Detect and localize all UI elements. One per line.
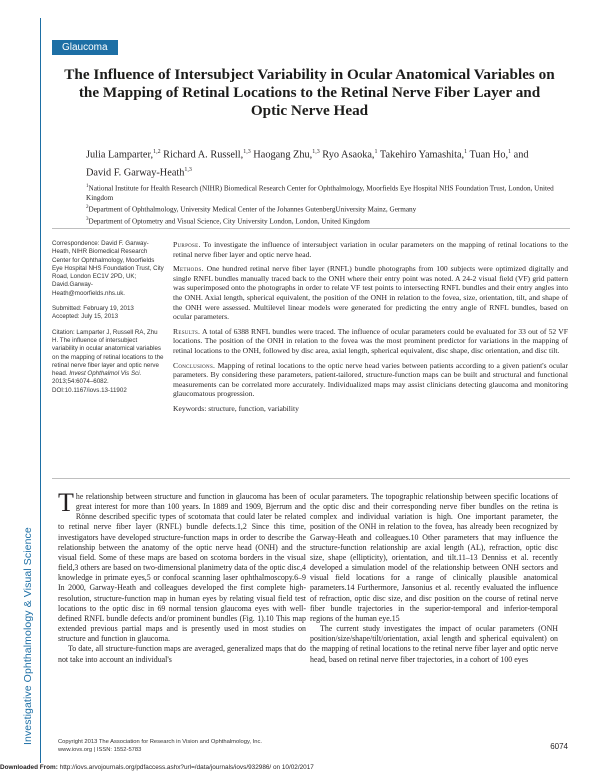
- author-name: Richard A. Russell,: [160, 149, 244, 161]
- abstract-conclusions: [173, 361, 568, 399]
- author-list: [86, 145, 556, 181]
- correspondence: Correspondence: David F. Garway-Heath, NIHR Biomedical Research Center for Ophthalmology, Moorfields Eye Hospital NHS Foundation Trust, City Road, London EC1V 2PD, UK; David.Garway-Heath@moorfields.nhs.uk.: [52, 240, 164, 297]
- affiliation-line: [86, 215, 566, 227]
- purpose-label: Purpose.: [173, 240, 201, 249]
- abstract-purpose: [173, 240, 568, 259]
- abstract-results: [173, 327, 568, 356]
- download-url[interactable]: http://iovs.arvojournals.org/pdfaccess.ashx?url=/data/journals/iovs/932986/ on 10/02/2017: [57, 764, 314, 771]
- affiliation-line: [86, 203, 566, 215]
- author-affiliation-mark: 1,3: [184, 166, 192, 173]
- author-name: and David F. Garway-Heath: [86, 149, 529, 179]
- author-name: Haogang Zhu,: [250, 149, 313, 161]
- abstract-methods: [173, 264, 568, 322]
- citation-prefix: Citation: Lamparter J, Russell RA, Zhu H. The influence of intersubject variability in ocular anatomical variables on the mapping of retinal locations to the retinal nerve fiber layer and optic nerve head.: [52, 328, 164, 378]
- accepted-date: Accepted: July 15, 2013: [52, 313, 119, 321]
- article-meta: [52, 240, 164, 402]
- copyright-text: Copyright 2013 The Association for Research in Vision and Ophthalmology, Inc.: [58, 739, 262, 745]
- author-name: Takehiro Yamashita,: [377, 149, 465, 161]
- results-label: Results.: [173, 326, 201, 336]
- keywords: Keywords: structure, function, variability: [173, 403, 299, 413]
- author-name: Tuan Ho,: [467, 149, 509, 161]
- download-label: Downloaded From:: [0, 764, 58, 771]
- section-tab: Glaucoma: [52, 40, 118, 55]
- author-name: Ryo Asaoka,: [319, 149, 375, 161]
- abstract-divider: [52, 478, 570, 479]
- journal-side-rule: [40, 18, 41, 763]
- affiliation-text: Department of Optometry and Visual Science, City University London, London, United Kingdom: [88, 217, 370, 226]
- issn-text: www.iovs.org | ISSN: 1552-5783: [58, 747, 142, 753]
- journal-side-title: Investigative Ophthalmology & Visual Science: [22, 527, 34, 745]
- author-name: Julia Lamparter,: [86, 149, 154, 161]
- body-paragraph: [58, 488, 306, 644]
- body-paragraph: To date, all structure-function maps are averaged, generalized maps that do not take into account an individual's: [58, 644, 306, 664]
- affiliation-text: National Institute for Health Research (NIHR) Biomedical Research Center for Ophthalmology, Moorfields Eye Hospital NHS Foundation Trust, London, United Kingdom: [86, 184, 554, 202]
- citation: [52, 329, 164, 395]
- body-column-right: [310, 492, 558, 665]
- affiliation-mark: 2: [86, 205, 89, 211]
- citation-journal: Invest Ophthalmol Vis Sci.: [69, 370, 142, 378]
- author-affiliation-mark: 1: [464, 149, 468, 155]
- copyright-notice: [58, 738, 358, 754]
- abstract: [173, 240, 568, 419]
- submitted-date: Submitted: February 19, 2013: [52, 305, 134, 313]
- page-number: 6074: [550, 742, 568, 751]
- body-text: he relationship between structure and function in glaucoma has been of great interest for more than 100 years. In 1889 and 1909, Bjerrum and Rönne described specific types of scotomata that could later be related to retinal nerve fiber layer (RNFL) bundle defects.1,2 Since this time, investigators have developed structure-function maps in order to describe the relationship between the anatomy of the optic nerve head (ONH) and the visual field. Some of these maps are based on scotoma borders in the visual field,3 others are based on two-dimensional planimetry data of the optic disc,4 knowledge in primate eyes,5 or confocal scanning laser ophthalmoscopy.6–9 In 2000, Garway-Heath and colleagues developed the first complete high-resolution, structure-function map in human eyes by relating visual field test locations to the optic disc in 69 normal tension glaucoma eyes with well-defined RNFL bundle defects and/or prominent bundles (Fig. 1).10 This map extended previous partial maps and is presently used in most studies on structure and function in glaucoma.: [58, 492, 306, 644]
- drop-cap: T: [58, 488, 74, 517]
- article-title: The Influence of Intersubject Variability in Ocular Anatomical Variables on the Mapping of Retinal Locations to the Retinal Nerve Fiber Layer and Optic Nerve Head: [64, 66, 555, 119]
- author-affiliation-mark: 1,3: [312, 149, 320, 155]
- dates: [52, 305, 164, 322]
- affiliation-text: Department of Ophthalmology, University Medical Center of the Johannes GutenbergUniversity Mainz, Germany: [88, 205, 417, 214]
- header-divider: [52, 228, 570, 229]
- author-affiliation-mark: 1: [508, 149, 512, 155]
- body-paragraph: ocular parameters. The topographic relationship between specific locations of the optic disc and their corresponding nerve fiber bundles on the retina is complex and individual variation is high. One important parameter, the position of the ONH in relation to the fovea, has already been recognized by Garway-Heath and colleagues.10 Other parameters that may influence the structure-function relationship are axial length (AL), refraction, optic disc size, shape (ellipticity), orientation, and tilt.11–13 Denniss et al. recently developed a simulation model of the relationship between ONH sectors and visual field locations for a range of clinically plausible anatomical parameters.14 Furthermore, Jansonius et al. recently evaluated the influence of refraction, optic disc size, and disc position on the course of retinal nerve fiber bundle trajectories in the superior-temporal and inferior-temporal regions of the human eye.15: [310, 492, 558, 623]
- results-text: A total of 6388 RNFL bundles were traced. The influence of ocular parameters could be evaluated for 33 out of 52 VF locations. The position of the ONH in relation to the fovea was the most prominent predictor for variations in the mapping of retinal locations to the ONH, followed by disc area, axial length, spherical equivalent, disc shape, disc orientation, and disc tilt.: [173, 326, 568, 355]
- affiliations: [86, 182, 566, 227]
- download-notice: [0, 764, 600, 771]
- affiliation-mark: 1: [86, 184, 89, 189]
- purpose-text: To investigate the influence of intersubject variation in ocular parameters on the mapping of retinal locations to the retinal nerve fiber layer and optic nerve head.: [173, 240, 568, 259]
- methods-text: One hundred retinal nerve fiber layer (RNFL) bundle photographs from 100 subjects were optimized digitally and single RNFL bundles manually traced back to the ONH where their entry point was noted. A 24-2 visual field (VF) grid pattern was superimposed onto the photographs in order to relate VF test points to intersecting RNFL bundles and their entry angles into the ONH. Axial length, spherical equivalent, the position of the ONH in relation to the fovea, size, orientation, tilt, and shape of the ONH were assessed. Multilevel linear models were generated for predicting the entry angle of RNFL bundles, based on ocular parameters.: [173, 264, 568, 322]
- author-affiliation-mark: 1,3: [243, 149, 251, 155]
- affiliation-line: [86, 182, 566, 203]
- methods-label: Methods.: [173, 264, 204, 274]
- citation-suffix: 2013;54:6074–6082. DOI:10.1167/iovs.13-11902: [52, 378, 127, 394]
- body-column-left: [58, 488, 306, 665]
- author-affiliation-mark: 1,2: [153, 149, 161, 155]
- conclusions-text: Mapping of retinal locations to the optic nerve head varies between patients according to a given patient's ocular parameters. By considering these parameters, patient-tailored, structure-function maps can be built and structural and functional measurements can be correlated more accurately. Individualized maps may assist clinicians detecting glaucoma and monitoring glaucomatous progression.: [173, 360, 568, 399]
- body-paragraph: The current study investigates the impact of ocular parameters (ONH position/size/shape/tilt/orientation, axial length and spherical equivalent) on the mapping of retinal locations to the retinal nerve fiber layer and optic nerve head, based on retinal nerve fiber trajectories, in a cohort of 100 eyes: [310, 624, 558, 664]
- conclusions-label: Conclusions.: [173, 360, 216, 370]
- affiliation-mark: 3: [86, 217, 89, 222]
- author-affiliation-mark: 1: [374, 149, 378, 155]
